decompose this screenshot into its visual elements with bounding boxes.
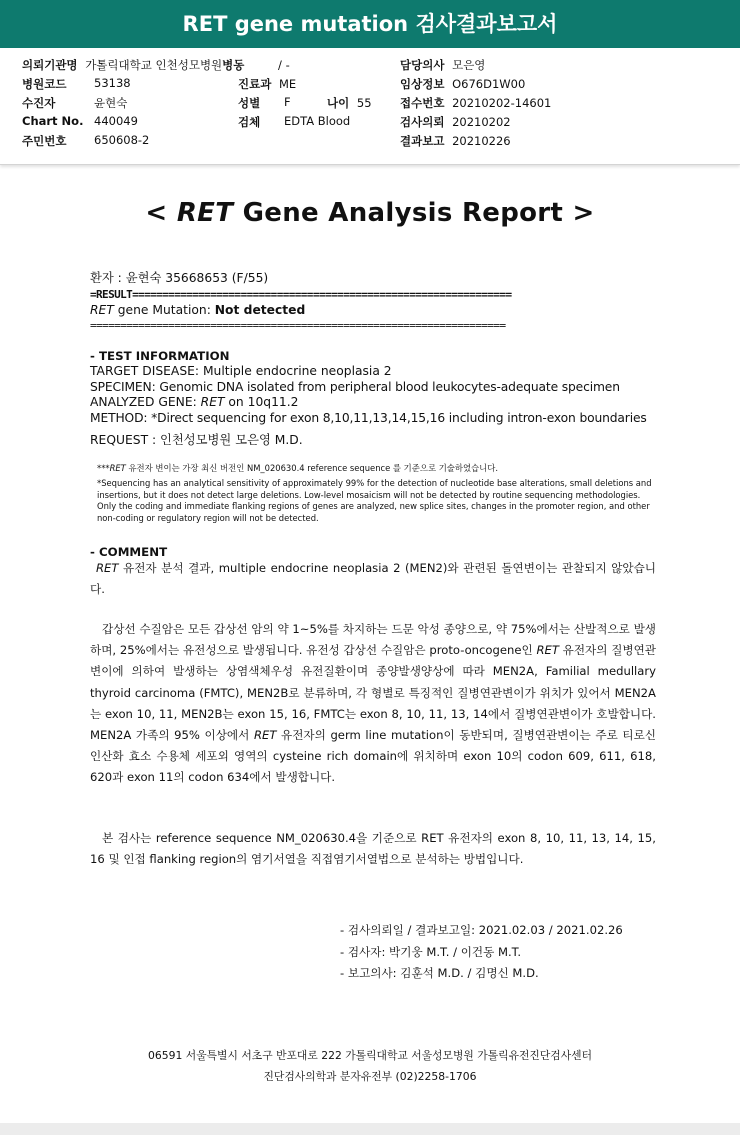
dept-row [238,76,296,92]
result-divider: =RESULT=============================================================== [90,288,512,301]
doctor-label: 담당의사 [400,58,445,72]
comment-heading: - COMMENT [90,545,168,559]
report-date-row [400,133,511,149]
ward-label: 병동 [222,58,245,72]
code-value: 53138 [94,76,131,90]
chart-row [22,114,138,128]
specimen-label: 검체 [238,115,261,129]
analysis-report-title: < RET Gene Analysis Report > [145,198,595,228]
footer-department: 진단검사의학과 분자유전부 (02)2258-1706 [263,1070,477,1083]
patient-value: 윤현숙 [94,96,128,110]
request-label: 검사의뢰 [400,115,445,129]
sex-row [238,95,291,111]
request-row [400,114,511,130]
code-label: 병원코드 [22,77,67,91]
receipt-value: 20210202-14601 [452,96,552,110]
reporting-physicians: - 보고의사: 김훈석 M.D. / 김명신 M.D. [340,966,539,980]
sex-label: 성별 [238,96,261,110]
dept-value: ME [278,77,297,91]
id-value: 650608-2 [94,133,150,147]
id-row [22,133,150,149]
patient-line: 환자 : 윤현숙 35668653 (F/55) [90,271,269,285]
ward-value: / - [278,58,290,72]
age-value: 55 [356,96,372,110]
report-title-bar [0,0,740,48]
report-title: RET gene mutation 검사결과보고서 [182,12,558,36]
chart-value: 440049 [94,114,138,128]
analyzed-gene: ANALYZED GENE: RET on 10q11.2 [90,395,299,409]
receipt-label: 접수번호 [400,96,445,110]
sex-value: F [284,95,291,109]
footer-address: 06591 서울특별시 서초구 반포대로 222 가톨릭대학교 서울성모병원 가톨릭유전진단검사센터 [147,1049,593,1062]
chart-label: Chart No. [22,114,84,128]
receipt-row [400,95,551,111]
id-label: 주민번호 [22,134,67,148]
age-label: 나이 [327,96,350,110]
patient-label: 수진자 [22,96,56,110]
specimen-info: SPECIMEN: Genomic DNA isolated from peripheral blood leukocytes-adequate specimen [90,380,620,394]
doctor-value: 모은영 [452,58,486,72]
patient-info-panel [0,48,740,165]
comment-paragraph-1: RET 유전자 분석 결과, multiple endocrine neoplasia 2 (MEN2)와 관련된 돌연변이는 관찰되지 않았습니다. [90,561,656,597]
target-disease: TARGET DISEASE: Multiple endocrine neoplasia 2 [90,364,392,378]
hospital-value: 가톨릭대학교 인천성모병원 [85,58,223,72]
mutation-value: Not detected [214,303,306,317]
reference-note: ***RET 유전자 변이는 가장 최신 버전인 NM_020630.4 reference sequence 를 기준으로 기술하였습니다. [97,463,498,473]
testers: - 검사자: 박기웅 M.T. / 이건동 M.T. [340,945,522,959]
report-label: 결과보고 [400,134,445,148]
hospital-label: 의뢰기관명 [22,58,78,72]
title-gene: RET [176,198,234,228]
clinical-value: O676D1W00 [452,77,526,91]
page-bottom-edge [0,1123,740,1135]
request-info: REQUEST : 인천성모병원 모은영 M.D. [90,433,303,447]
clinical-row [400,76,525,92]
method: METHOD: *Direct sequencing for exon 8,10,11,13,14,15,16 including intron-exon boundaries [90,411,647,425]
test-info-heading: - TEST INFORMATION [90,349,230,363]
patient-row [22,95,128,111]
sequencing-disclaimer: *Sequencing has an analytical sensitivity of approximately 99% for the detection of nucleotide base alterations, small deletions and insertions, but it does not detect large deletions. Low-level mosaicism will not be detected by routine sequencing methodologies. Only the coding and immediate flanking regions of genes are analyzed, new splice sites, changes in the promoter region, and other non-coding or regulatory region will not be detected. [97,478,652,523]
report-dates: - 검사의뢰일 / 결과보고일: 2021.02.03 / 2021.02.26 [340,923,623,937]
clinical-label: 임상정보 [400,77,445,91]
age-row [327,95,372,111]
specimen-value: EDTA Blood [284,114,351,128]
doctor-row [400,57,485,73]
code-row [22,76,131,92]
report-value: 20210226 [452,134,511,148]
mutation-result: RET gene Mutation: Not detected [90,303,306,317]
specimen-row [238,114,351,130]
comment-paragraph-2: 갑상선 수질암은 모든 갑상선 암의 약 1~5%를 차지하는 드문 악성 종양으로, 약 75%에서는 산발적으로 발생하며, 25%에서는 유전성으로 발생됩니다. 유전성 갑상선 수질암은 proto-oncogene인 RET 유전자의 질병연관변이에 의하여 발생하는 상염색체우성 유전질환이며 종양발생양상에 따라 MEN2A, Familial medullary thyroid carcinoma (FMTC), MEN2B로 분류하며, 각 형별로 특징적인 질병연관변이가 위치가 있어서 MEN2A는 exon 10, 11, MEN2B는 exon 15, 16, FMTC는 exon 8, 10, 11, 13, 14에서 질병연관변이가 호발합니다. MEN2A 가족의 95% 이상에서 RET 유전자의 germ line mutation이 동반되며, 질병연관변이는 주로 티로신인산화 효소 수용체 세포외 영역의 cysteine rich domain에 위치하며 exon 10의 codon 609, 611, 618, 620과 exon 11의 codon 634에서 발생합니다. [90,622,657,785]
dept-label: 진료과 [238,77,272,91]
request-value: 20210202 [452,115,511,129]
divider-line: ===================================================================== [90,319,506,332]
hospital-row [22,57,290,73]
comment-paragraph-3: 본 검사는 reference sequence NM_020630.4을 기준으로 RET 유전자의 exon 8, 10, 11, 13, 14, 15, 16 및 인접 flanking region의 염기서열을 직접염기서열법으로 분석하는 방법입니다. [90,831,656,867]
